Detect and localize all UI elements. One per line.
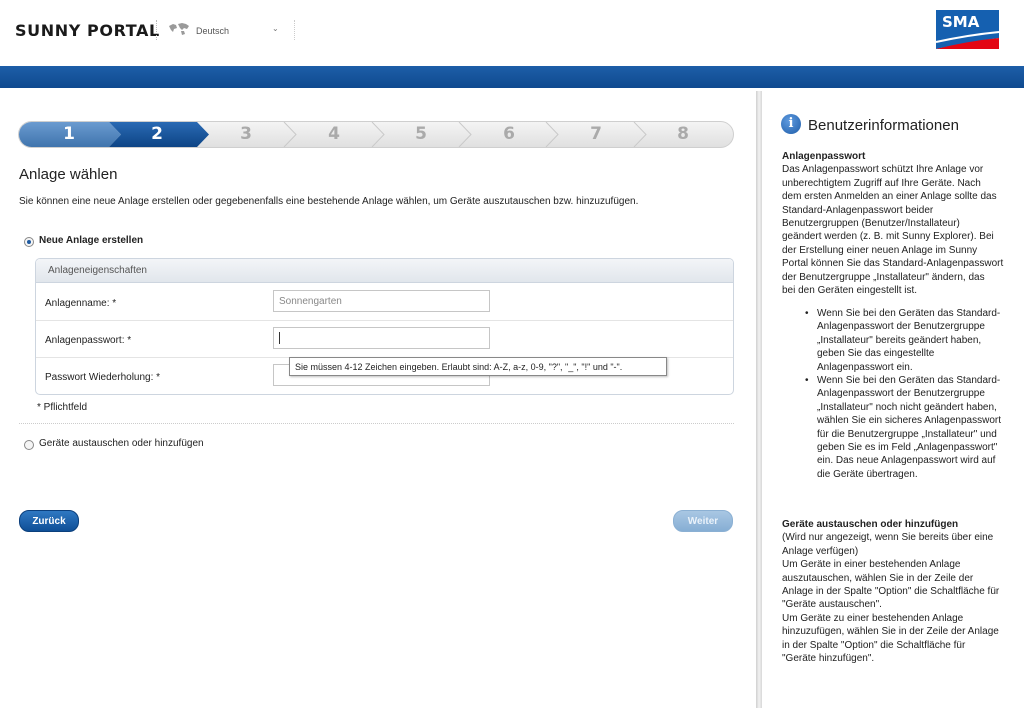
plant-password-label: Anlagenpasswort: *: [45, 335, 132, 346]
sidebar-section-exchange: [782, 518, 1014, 665]
sidebar-line: die Geräte übertragen.: [817, 468, 918, 480]
sidebar-line: unberechtigtem Zugriff auf Ihre Geräte. Nach: [782, 177, 981, 189]
radio-exchange-devices-label[interactable]: Geräte austauschen oder hinzufügen: [39, 438, 204, 449]
panel-title: Anlageneigenschaften: [36, 259, 733, 283]
sidebar-line: für die Benutzergruppe „Installateur" und: [817, 428, 997, 440]
sidebar-line: Anlagenpasswort der Benutzergruppe: [817, 321, 985, 333]
wizard-step: 4: [328, 124, 340, 144]
sidebar-line: der Erstellung einer neuen Anlage im Sunny: [782, 244, 978, 256]
sidebar-line: geändert werden (z. B. mit Sunny Explorer). Bei: [782, 231, 994, 243]
wizard-progress: [18, 121, 734, 148]
header-band: [0, 66, 1024, 88]
sidebar-line: (Wird nur angezeigt, wenn Sie bereits über eine: [782, 532, 994, 544]
wizard-step: 5: [415, 124, 427, 144]
app-brand: SUNNY PORTAL: [15, 21, 160, 40]
sidebar-line: "Geräte hinzufügen".: [782, 653, 875, 665]
chevron-down-icon[interactable]: ⌄: [272, 24, 279, 33]
sma-logo: [934, 8, 1001, 51]
svg-text:SMA: SMA: [942, 13, 980, 31]
app-header: [0, 0, 1024, 62]
sidebar-bullet-list: [803, 307, 1015, 481]
sidebar-heading: Anlagenpasswort: [782, 151, 866, 162]
wizard-step: 8: [677, 124, 689, 144]
sidebar-line: geben Sie es im Feld „Anlagenpasswort": [817, 442, 998, 454]
password-rules-tooltip: Sie müssen 4-12 Zeichen eingeben. Erlaubt sind: A-Z, a-z, 0-9, "?", "_", "!" und "-".: [289, 357, 667, 376]
text-caret: [279, 332, 280, 344]
plant-name-label: Anlagenname: *: [45, 298, 117, 309]
header-divider: [294, 20, 295, 40]
sidebar-line: der Benutzergruppe „Installateur" ändern, das: [782, 271, 985, 283]
main-content: [0, 91, 756, 708]
sidebar-line: bei den Geräten eingestellt ist.: [782, 285, 918, 297]
wizard-step-current: 2: [151, 124, 163, 144]
plant-name-input[interactable]: Sonnengarten: [273, 290, 490, 312]
wizard-step: 1: [63, 124, 75, 144]
sidebar-section-password: [782, 150, 1014, 297]
radio-new-plant-label[interactable]: Neue Anlage erstellen: [39, 235, 144, 246]
sidebar-line: dem ersten Anmelden an einer Anlage sollte das: [782, 191, 997, 203]
sidebar-line: Anlage verfügen): [782, 545, 859, 557]
sidebar-title: Benutzerinformationen: [808, 117, 959, 134]
sidebar-line: Standard-Anlagenpasswort beider: [782, 204, 934, 216]
wizard-step: 7: [590, 124, 602, 144]
sidebar-heading: Geräte austauschen oder hinzufügen: [782, 519, 959, 530]
sidebar-divider: [756, 91, 762, 708]
sidebar-line: • Wenn Sie bei den Geräten das Standard-: [817, 375, 1001, 387]
wizard-step: 3: [240, 124, 252, 144]
sidebar-line: Anlage in der Spalte "Option" die Schaltfläche für: [782, 586, 1000, 598]
back-button[interactable]: Zurück: [19, 510, 79, 532]
section-divider: [19, 423, 734, 424]
header-divider: [156, 20, 157, 40]
form-row-plant-password: [36, 321, 733, 358]
sidebar-line: • Wenn Sie bei den Geräten das Standard-: [817, 308, 1001, 319]
password-repeat-label: Passwort Wiederholung: *: [45, 372, 161, 383]
sidebar-line: „Installateur" noch nicht geändert haben,: [817, 401, 997, 413]
sidebar-line: Um Geräte zu einer bestehenden Anlage: [782, 612, 964, 624]
world-map-icon[interactable]: [168, 22, 190, 36]
next-button[interactable]: Weiter: [673, 510, 733, 532]
sidebar-bullet: [803, 307, 1015, 374]
sidebar-line: wählen Sie ein sicheres Anlagenpasswort: [817, 415, 1001, 427]
page-intro: Sie können eine neue Anlage erstellen oder gegebenenfalls eine bestehende Anlage wählen, um Geräte auszutauschen bzw. hinzuzufügen.: [19, 196, 639, 207]
sidebar-line: ein. Das neue Anlagenpasswort wird auf: [817, 455, 996, 467]
sidebar-bullet: [803, 374, 1015, 481]
page-title: Anlage wählen: [19, 166, 118, 183]
plant-password-input[interactable]: [273, 327, 490, 349]
form-row-plant-name: [36, 284, 733, 321]
sidebar-line: Das Anlagenpasswort schützt Ihre Anlage vor: [782, 164, 984, 176]
sidebar-line: „Installateur" bereits geändert haben,: [817, 334, 982, 346]
info-icon: i: [781, 114, 801, 134]
sidebar-line: auszutauschen, wählen Sie in der Zeile der: [782, 572, 974, 584]
sidebar-line: Benutzergruppen (Benutzer/Installateur): [782, 218, 960, 230]
radio-exchange-devices[interactable]: [24, 440, 34, 450]
language-selector[interactable]: Deutsch: [196, 26, 230, 36]
sidebar-line: Anlagenpasswort der Benutzergruppe: [817, 388, 985, 400]
wizard-step: 6: [503, 124, 515, 144]
required-field-note: * Pflichtfeld: [37, 402, 88, 413]
sidebar-line: geben Sie das eingestellte: [817, 348, 935, 360]
sidebar-line: in der Spalte "Option" die Schaltfläche für: [782, 639, 966, 651]
radio-new-plant[interactable]: [24, 237, 34, 247]
sidebar-line: Anlagenpasswort ein.: [817, 361, 913, 373]
sidebar-line: Portal können Sie das Standard-Anlagenpasswort: [782, 258, 1004, 270]
sidebar-line: hinzuzufügen, wählen Sie in der Zeile der Anlage: [782, 626, 999, 638]
sidebar-line: "Geräte austauschen".: [782, 599, 882, 611]
sidebar-line: Um Geräte in einer bestehenden Anlage: [782, 559, 961, 571]
